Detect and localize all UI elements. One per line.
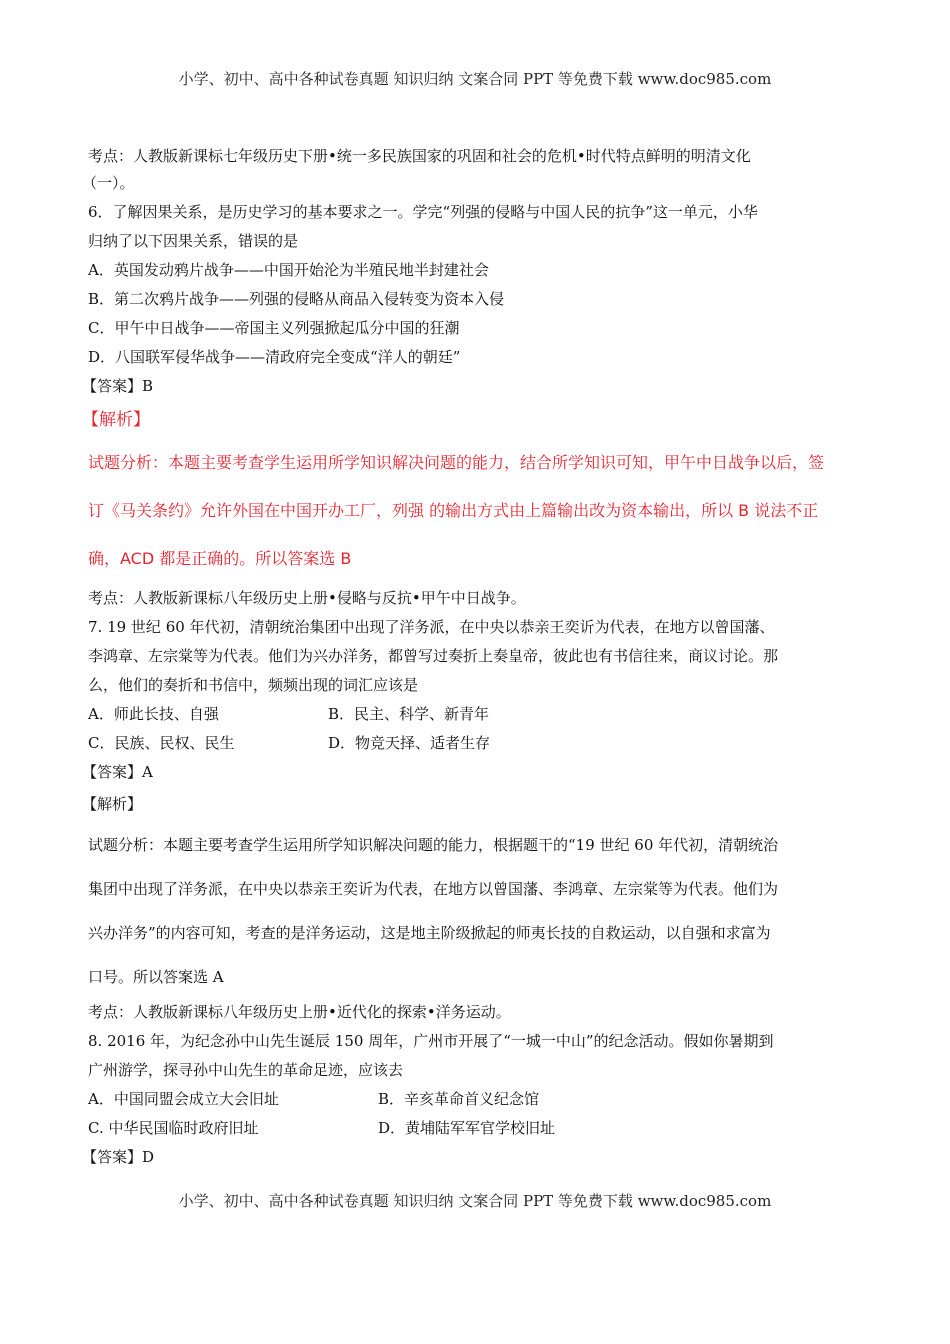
q7-option-b: B．民主、科学、新青年 xyxy=(328,705,490,723)
q6-kaodian: 考点：人教版新课标八年级历史上册•侵略与反抗•甲午中日战争。 xyxy=(88,589,526,607)
q7-analysis-line-1: 试题分析：本题主要考查学生运用所学知识解决问题的能力，根据题干的“19 世纪 60 年代初，清朝统治 xyxy=(88,836,779,854)
q7-stem-line-3: 么，他们的奏折和书信中，频频出现的词汇应该是 xyxy=(88,676,419,694)
q6-stem-line-1: 6．了解因果关系，是历史学习的基本要求之一。学完“列强的侵略与中国人民的抗争”这一单元，小华 xyxy=(88,203,758,221)
question-8 xyxy=(82,1031,878,1167)
q8-option-d: D．黄埔陆军军官学校旧址 xyxy=(378,1119,556,1137)
question-7 xyxy=(82,617,878,1022)
q7-options-row-1 xyxy=(88,704,878,724)
prev-kaodian-line-2: （一）。 xyxy=(82,174,135,192)
q6-analysis-line-2: 订《马关条约》允许外国在中国开办工厂，列强 的输出方式由上篇输出改为资本输出，所以 B 说法不正 xyxy=(88,501,819,520)
q7-answer: 【答案】A xyxy=(82,763,153,781)
q6-option-a: A．英国发动鸦片战争——中国开始沦为半殖民地半封建社会 xyxy=(88,261,489,279)
q7-analysis-line-3: 兴办洋务”的内容可知，考查的是洋务运动，这是地主阶级掀起的师夷长技的自救运动，以自强和求富为 xyxy=(88,924,771,942)
q8-stem-line-2: 广州游学，探寻孙中山先生的革命足迹，应该去 xyxy=(88,1061,404,1079)
q8-answer: 【答案】D xyxy=(82,1148,155,1166)
q8-options-row-1 xyxy=(88,1089,878,1109)
q8-stem-line-1: 8. 2016 年，为纪念孙中山先生诞辰 150 周年，广州市开展了“一城一中山”的纪念活动。假如你暑期到 xyxy=(88,1032,774,1050)
q7-analysis-line-4: 口号。所以答案选 A xyxy=(88,968,224,986)
q7-jiexi-heading: 【解析】 xyxy=(82,795,143,813)
q6-answer: 【答案】B xyxy=(82,377,154,395)
q7-analysis-line-2: 集团中出现了洋务派，在中央以恭亲王奕䜣为代表，在地方以曾国藩、李鸿章、左宗棠等为代表。他们为 xyxy=(88,880,779,898)
q6-analysis-line-3: 确，ACD 都是正确的。所以答案选 B xyxy=(88,549,352,568)
q7-option-c: C．民族、民权、民生 xyxy=(88,734,235,752)
q7-option-a: A．师此长技、自强 xyxy=(88,705,219,723)
q7-option-d: D．物竞天择、适者生存 xyxy=(328,734,491,752)
q8-option-c: C. 中华民国临时政府旧址 xyxy=(88,1119,259,1137)
q8-options-row-2 xyxy=(88,1118,878,1138)
q7-stem-line-2: 李鸿章、左宗棠等为代表。他们为兴办洋务，都曾写过奏折上奏皇帝，彼此也有书信往来，商议讨论。那 xyxy=(88,647,779,665)
q6-analysis-line-1: 试题分析：本题主要考查学生运用所学知识解决问题的能力，结合所学知识可知，甲午中日战争以后，签 xyxy=(88,453,825,472)
q7-stem-line-1: 7. 19 世纪 60 年代初，清朝统治集团中出现了洋务派，在中央以恭亲王奕䜣为代表，在地方以曾国藩、 xyxy=(88,618,775,636)
q7-kaodian: 考点：人教版新课标八年级历史上册•近代化的探索•洋务运动。 xyxy=(88,1003,511,1021)
document-body xyxy=(82,143,878,1179)
q6-jiexi-heading: 【解析】 xyxy=(82,410,150,430)
page-header: 小学、初中、高中各种试卷真题 知识归纳 文案合同 PPT 等免费下载 www.doc985.com xyxy=(178,70,772,88)
prev-kaodian-line-1: 考点：人教版新课标七年级历史下册•统一多民族国家的巩固和社会的危机•时代特点鲜明的明清文化 xyxy=(88,147,751,165)
q6-option-b: B．第二次鸦片战争——列强的侵略从商品入侵转变为资本入侵 xyxy=(88,290,505,308)
q7-options-row-2 xyxy=(88,733,878,753)
q6-stem-line-2: 归纳了以下因果关系，错误的是 xyxy=(88,232,299,250)
q6-option-c: C．甲午中日战争——帝国主义列强掀起瓜分中国的狂潮 xyxy=(88,319,460,337)
q6-option-d: D．八国联军侵华战争——清政府完全变成“洋人的朝廷” xyxy=(88,348,461,366)
q8-option-a: A．中国同盟会成立大会旧址 xyxy=(88,1090,279,1108)
q8-option-b: B．辛亥革命首义纪念馆 xyxy=(378,1090,540,1108)
page-footer: 小学、初中、高中各种试卷真题 知识归纳 文案合同 PPT 等免费下载 www.doc985.com xyxy=(178,1192,772,1210)
question-6 xyxy=(82,202,878,608)
